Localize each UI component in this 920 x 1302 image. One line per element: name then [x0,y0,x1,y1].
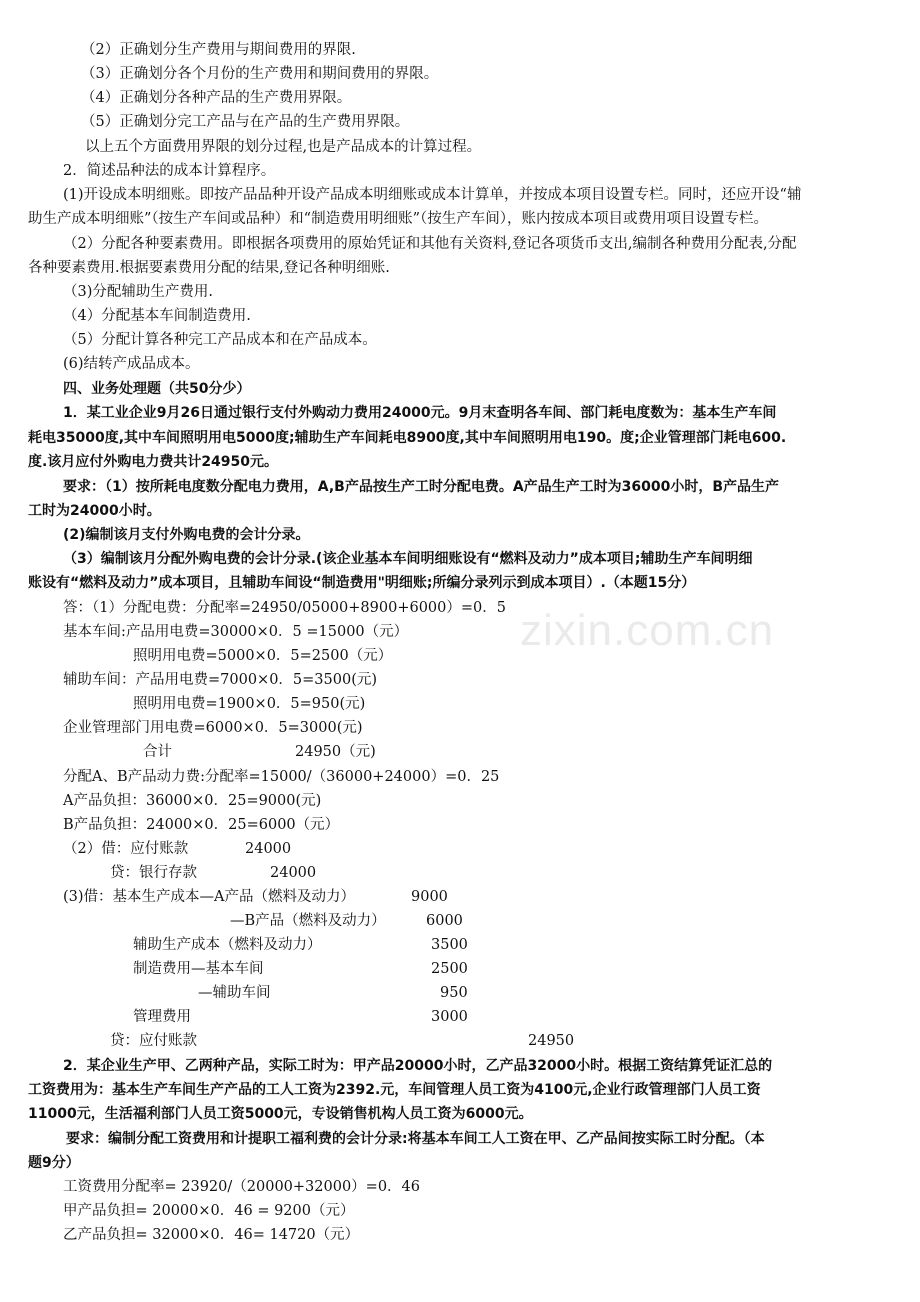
entry-debit: —辅助车间 [198,985,271,1001]
answer-line: 甲产品负担= 20000×0．46 = 9200（元） [63,1203,355,1219]
problem-text: 要求：（1）按所耗电度数分配电力费用，A,B产品按生产工时分配电费。A产品生产工时为36000小时，B产品生产 [63,479,780,495]
answer-line: 基本车间:产品用电费=30000×0．5 =15000（元） [63,624,409,640]
problem-text: 账设有“燃料及动力”成本项目，且辅助车间设“制造费用"明细账;所编分录列示到成本项目）.（本题15分） [28,575,696,591]
text-line: 以上五个方面费用界限的划分过程,也是产品成本的计算过程。 [85,139,482,155]
answer-line: 答：（1）分配电费：分配率=24950/05000+8900+6000）=0．5 [63,600,506,616]
total-value: 24950（元) [295,744,376,760]
answer-line: 照明用电费=5000×0．5=2500（元） [133,648,393,664]
entry-debit: 辅助生产成本（燃料及动力） [133,937,322,953]
entry-amount: 3000 [431,1009,468,1025]
entry-amount: 3500 [431,937,468,953]
text-line: （2）分配各种要素费用。即根据各项费用的原始凭证和其他有关资料,登记各项货币支出,编制各种费用分配表,分配 [63,236,797,252]
problem-text: 要求：编制分配工资费用和计提职工福利费的会计分录:将基本车间工人工资在甲、乙产品间按实际工时分配。（本 [66,1131,765,1147]
problem-text: 工时为24000小时。 [28,503,161,519]
answer-line: 乙产品负担= 32000×0．46= 14720（元） [63,1227,360,1243]
entry-amount: 950 [440,985,468,1001]
entry-amount: 6000 [426,913,463,929]
text-line: （4）分配基本车间制造费用. [63,308,251,324]
problem-text: 工资费用为：基本生产车间生产产品的工人工资为2392.元，车间管理人员工资为4100元,企业行政管理部门人员工资 [28,1082,761,1098]
total-label: 合计 [143,744,172,760]
answer-line: B产品负担：24000×0．25=6000（元） [63,817,340,833]
entry-amount: 24000 [270,865,317,881]
answer-line: 企业管理部门用电费=6000×0．5=3000(元) [63,720,363,736]
text-line: 2．简述品种法的成本计算程序。 [63,163,276,179]
text-line: (6)结转产成品成本。 [63,356,200,372]
text-line: （5）正确划分完工产品与在产品的生产费用界限。 [81,114,410,130]
entry-debit: 管理费用 [133,1009,191,1025]
problem-text: (2)编制该月支付外购电费的会计分录。 [63,527,310,543]
problem-text: 11000元，生活福利部门人员工资5000元，专设销售机构人员工资为6000元。 [28,1106,533,1122]
answer-line: 辅助车间：产品用电费=7000×0．5=3500(元) [63,672,378,688]
entry-credit: 贷：银行存款 [110,865,197,881]
problem-text: 1．某工业企业9月26日通过银行支付外购动力费用24000元。9月末查明各车间、部门耗电度数为：基本生产车间 [63,405,777,421]
answer-line: 照明用电费=1900×0．5=950(元) [133,696,366,712]
entry-amount: 24000 [245,841,292,857]
entry-debit: （2）借：应付账款 [63,841,189,857]
answer-line: 分配A、B产品动力费:分配率=15000/（36000+24000）=0．25 [63,769,500,785]
watermark: zixin.com.cn [520,606,775,655]
problem-text: （3）编制该月分配外购电费的会计分录.(该企业基本车间明细账设有“燃料及动力”成本项目;辅助生产车间明细 [63,551,753,567]
problem-text: 耗电35000度,其中车间照明用电5000度;辅助生产车间耗电8900度,其中车间照明用电190。度;企业管理部门耗电600. [28,430,787,446]
text-line: (1)开设成本明细账。即按产品品种开设产品成本明细账或成本计算单，并按成本项目设置专栏。同时，还应开设“辅 [63,187,802,203]
entry-debit: —B产品（燃料及动力） [230,913,386,929]
text-line: （2）正确划分生产费用与期间费用的界限. [81,42,356,58]
problem-text: 度.该月应付外购电力费共计24950元。 [28,454,279,470]
section-heading: 四、业务处理题（共50分少） [63,381,251,397]
entry-debit: 制造费用—基本车间 [133,961,264,977]
text-line: 各种要素费用.根据要素费用分配的结果,登记各种明细账. [28,260,390,276]
text-line: （5）分配计算各种完工产品成本和在产品成本。 [63,332,377,348]
entry-debit: (3)借：基本生产成本—A产品（燃料及动力） [63,889,356,905]
problem-text: 2．某企业生产甲、乙两种产品，实际工时为：甲产品20000小时，乙产品32000小时。根据工资结算凭证汇总的 [63,1058,773,1074]
entry-amount: 24950 [528,1033,575,1049]
text-line: （3）正确划分各个月份的生产费用和期间费用的界限。 [81,66,439,82]
answer-line: A产品负担：36000×0．25=9000(元) [63,793,322,809]
answer-line: 工资费用分配率= 23920/（20000+32000）=0．46 [63,1179,420,1195]
text-line: （3)分配辅助生产费用. [63,284,213,300]
text-line: （4）正确划分各种产品的生产费用界限。 [81,90,352,106]
entry-credit: 贷：应付账款 [110,1033,197,1049]
entry-amount: 2500 [431,961,468,977]
entry-amount: 9000 [411,889,448,905]
text-line: 助生产成本明细账”（按生产车间或品种）和“制造费用明细账”（按生产车间），账内按成本项目或费用项目设置专栏。 [28,211,768,227]
problem-text: 题9分） [28,1155,80,1171]
